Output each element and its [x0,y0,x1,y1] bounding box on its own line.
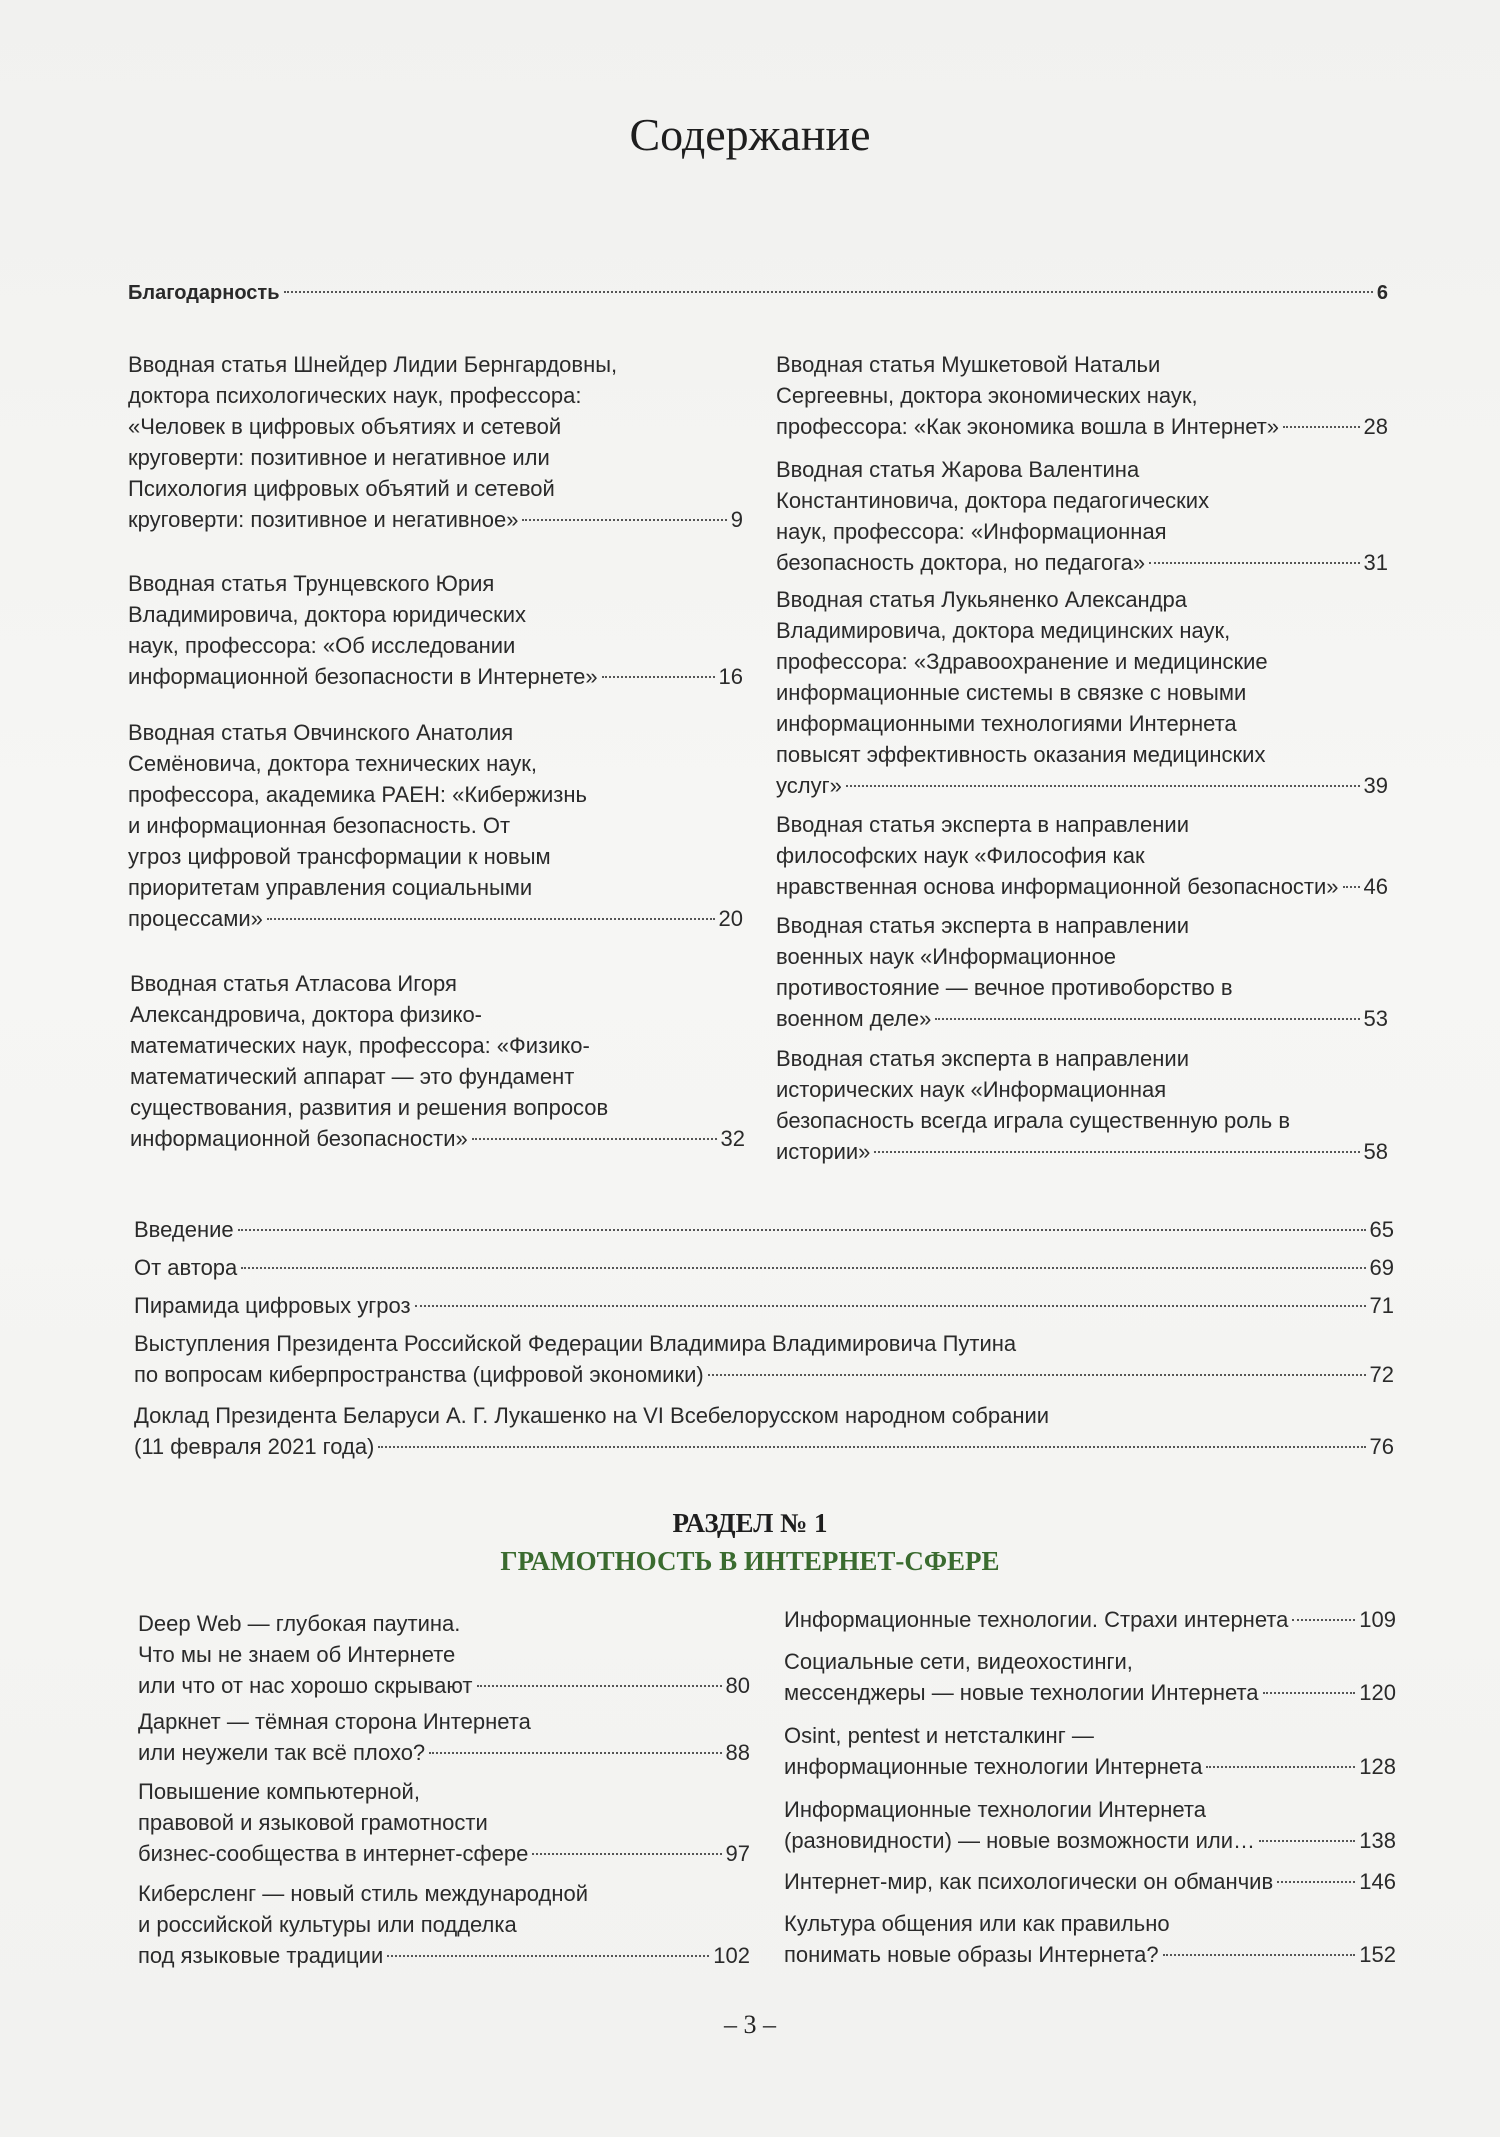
toc-entry-intro-lukyanenko[interactable] [776,584,1388,801]
toc-entry-intro-ovchinsky[interactable] [128,717,743,934]
toc-entry-line: Культура общения или как правильно [784,1911,1170,1936]
toc-entry-line: истории» [776,1139,871,1164]
toc-entry-intro-atlasov[interactable] [130,968,745,1154]
toc-entry-line: безопасность всегда играла существенную роль в [776,1108,1291,1133]
toc-entry-line: по вопросам киберпространства (цифровой экономики) [134,1362,704,1387]
toc-page-number: 88 [725,1740,750,1765]
toc-entry-lukashenko-report[interactable] [134,1400,1394,1462]
toc-entry-line: Вводная статья эксперта в направлении [776,812,1189,837]
toc-entry-line: Вводная статья Лукьяненко Александра [776,587,1188,612]
toc-entry-line: информационные системы в связке с новыми [776,680,1247,705]
toc-entry-line: Киберсленг — новый стиль международной [138,1881,589,1906]
toc-entry-line: (разновидности) — новые возможности или… [784,1828,1255,1853]
toc-entry-line: и информационная безопасность. От [128,813,511,838]
dot-leader [238,1229,1366,1231]
toc-entry-osint[interactable] [784,1720,1396,1782]
toc-entry-line: понимать новые образы Интернета? [784,1942,1159,1967]
toc-entry-line: Социальные сети, видеохостинги, [784,1649,1133,1674]
toc-page-number: 97 [725,1841,750,1866]
toc-entry-line: «Человек в цифровых объятиях и сетевой [128,414,562,439]
toc-entry-line: Благодарность [128,282,280,304]
toc-entry-line: Константиновича, доктора педагогических [776,488,1210,513]
toc-entry-it-varieties[interactable] [784,1794,1396,1856]
toc-entry-social-networks[interactable] [784,1646,1396,1708]
toc-page-number: 20 [718,906,743,931]
page-title: Содержание [629,109,871,160]
toc-entry-it-fears[interactable] [784,1604,1396,1635]
toc-page-number: 46 [1363,874,1388,899]
toc-entry-line: Deep Web — глубокая паутина. [138,1611,461,1636]
dot-leader [429,1752,721,1754]
toc-entry-line: От автора [134,1255,238,1280]
toc-entry-line: (11 февраля 2021 года) [134,1434,375,1459]
toc-entry-line: Вводная статья Атласова Игоря [130,971,457,996]
toc-entry-line: существования, развития и решения вопросов [130,1095,609,1120]
toc-entry-from-author[interactable] [134,1252,1394,1283]
toc-page-number: 39 [1363,773,1388,798]
toc-entry-line: Информационные технологии Интернета [784,1797,1206,1822]
toc-entry-introduction[interactable] [134,1214,1394,1245]
toc-entry-line: правовой и языковой грамотности [138,1810,488,1835]
dot-leader [241,1267,1365,1269]
dot-leader [1292,1619,1355,1621]
toc-page-number: 16 [718,664,743,689]
toc-entry-line: процессами» [128,906,263,931]
toc-page-number: 120 [1359,1680,1396,1705]
toc-entry-deep-web[interactable] [138,1608,750,1701]
section-title: ГРАМОТНОСТЬ В ИНТЕРНЕТ-СФЕРЕ [500,1546,1000,1576]
toc-entry-darknet[interactable] [138,1706,750,1768]
toc-page-number: 146 [1359,1869,1396,1894]
section-number: РАЗДЕЛ № 1 [672,1508,828,1538]
toc-entry-line: Пирамида цифровых угроз [134,1293,411,1318]
toc-entry-line: Семёновича, доктора технических наук, [128,751,537,776]
toc-entry-line: математический аппарат — это фундамент [130,1064,575,1089]
toc-page-number: 76 [1369,1434,1394,1459]
toc-page-number: 138 [1359,1828,1396,1853]
dot-leader [1259,1840,1355,1842]
dot-leader [477,1685,722,1687]
toc-entry-intro-mushketova[interactable] [776,349,1388,442]
toc-page-number: 6 [1376,282,1388,304]
toc-entry-literacy[interactable] [138,1776,750,1869]
toc-entry-intro-truntsevsky[interactable] [128,568,743,692]
toc-entry-line: военном деле» [776,1006,932,1031]
toc-page-number: 28 [1363,414,1388,439]
toc-entry-line: повысят эффективность оказания медицинских [776,742,1266,767]
toc-entry-line: наук, профессора: «Информационная [776,519,1167,544]
dot-leader [935,1018,1359,1020]
toc-entry-line: информационной безопасности» [130,1126,468,1151]
toc-entry-line: Даркнет — тёмная сторона Интернета [138,1709,531,1734]
dot-leader [1263,1692,1356,1694]
toc-entry-line: круговерти: позитивное и негативное» [128,507,519,532]
toc-entry-internet-world[interactable] [784,1866,1396,1897]
toc-entry-line: информационными технологиями Интернета [776,711,1237,736]
dot-leader [708,1374,1366,1376]
toc-entry-line: противостояние — вечное противоборство в [776,975,1233,1000]
dot-leader [387,1955,709,1957]
toc-entry-intro-philosophy[interactable] [776,809,1388,902]
toc-page-number: 69 [1369,1255,1394,1280]
toc-entry-line: профессора: «Как экономика вошла в Интернет» [776,414,1280,439]
dot-leader [602,676,715,678]
toc-entry-line: бизнес-сообщества в интернет-сфере [138,1841,529,1866]
dot-leader [284,291,1373,293]
toc-entry-line: мессенджеры — новые технологии Интернета [784,1680,1259,1705]
toc-entry-line: Вводная статья Жарова Валентина [776,457,1140,482]
toc-page-number: 102 [713,1943,750,1968]
toc-page-number: 152 [1359,1942,1396,1967]
toc-entry-line: угроз цифровой трансформации к новым [128,844,551,869]
toc-page-number: 58 [1363,1139,1388,1164]
toc-entry-line: философских наук «Философия как [776,843,1145,868]
toc-entry-line: Сергеевны, доктора экономических наук, [776,383,1198,408]
toc-entry-line: информационные технологии Интернета [784,1754,1203,1779]
toc-page-number: 71 [1369,1293,1394,1318]
toc-entry-cyberslang[interactable] [138,1878,750,1971]
dot-leader [522,519,726,521]
dot-leader [472,1138,717,1140]
toc-entry-line: военных наук «Информационное [776,944,1117,969]
toc-page-number: 128 [1359,1754,1396,1779]
toc-page-number: 65 [1369,1217,1394,1242]
toc-entry-line: Вводная статья эксперта в направлении [776,913,1189,938]
toc-entry-line: Вводная статья Шнейдер Лидии Бернгардовны, [128,352,618,377]
dot-leader [1149,562,1359,564]
toc-entry-line: Введение [134,1217,234,1242]
toc-entry-line: Интернет-мир, как психологически он обманчив [784,1869,1274,1894]
toc-entry-intro-zharov[interactable] [776,454,1388,578]
toc-page-number: 31 [1363,550,1388,575]
dot-leader [532,1853,721,1855]
toc-entry-line: Психология цифровых объятий и сетевой [128,476,555,501]
dot-leader [1343,886,1360,888]
toc-entry-line: Владимировича, доктора медицинских наук, [776,618,1231,643]
toc-entry-line: под языковые традиции [138,1943,384,1968]
toc-entry-line: математических наук, профессора: «Физико- [130,1033,590,1058]
toc-page-number: 72 [1369,1362,1394,1387]
dot-leader [1283,426,1359,428]
toc-entry-acknowledgements[interactable] [128,278,1388,309]
toc-entry-line: исторических наук «Информационная [776,1077,1167,1102]
toc-entry-line: Выступления Президента Российской Федерации Владимира Владимировича Путина [134,1331,1017,1356]
toc-entry-line: Вводная статья Овчинского Анатолия [128,720,514,745]
dot-leader [378,1446,1365,1448]
toc-entry-line: приоритетам управления социальными [128,875,533,900]
toc-page-number: 53 [1363,1006,1388,1031]
toc-entry-line: Вводная статья эксперта в направлении [776,1046,1189,1071]
toc-entry-intro-shneider[interactable] [128,349,743,535]
page-number: – 3 – [724,2010,776,2039]
toc-entry-intro-military[interactable] [776,910,1388,1034]
toc-entry-line: Александровича, доктора физико- [130,1002,482,1027]
toc-entry-line: Повышение компьютерной, [138,1779,420,1804]
toc-entry-intro-history[interactable] [776,1043,1388,1167]
toc-page-number: 80 [725,1673,750,1698]
toc-entry-line: Доклад Президента Беларуси А. Г. Лукашенко на VI Всебелорусском народном собрании [134,1403,1050,1428]
dot-leader [415,1305,1366,1307]
toc-entry-line: Владимировича, доктора юридических [128,602,527,627]
dot-leader [1277,1881,1355,1883]
dot-leader [1206,1766,1355,1768]
toc-entry-line: наук, профессора: «Об исследовании [128,633,516,658]
toc-entry-line: доктора психологических наук, профессора: [128,383,582,408]
toc-entry-line: Что мы не знаем об Интернете [138,1642,456,1667]
dot-leader [1163,1954,1356,1956]
toc-entry-line: нравственная основа информационной безопасности» [776,874,1339,899]
toc-entry-line: профессора, академика РАЕН: «Кибержизнь [128,782,587,807]
toc-entry-line: круговерти: позитивное и негативное или [128,445,550,470]
toc-entry-line: безопасность доктора, но педагога» [776,550,1146,575]
dot-leader [874,1151,1359,1153]
toc-entry-putin-speeches[interactable] [134,1328,1394,1390]
toc-entry-line: услуг» [776,773,842,798]
toc-entry-line: Вводная статья Трунцевского Юрия [128,571,495,596]
toc-entry-pyramid[interactable] [134,1290,1394,1321]
toc-entry-line: или что от нас хорошо скрывают [138,1673,473,1698]
toc-entry-line: Osint, pentest и нетсталкинг — [784,1723,1094,1748]
toc-page-number: 109 [1359,1607,1396,1632]
toc-entry-line: Информационные технологии. Страхи интернета [784,1607,1289,1632]
toc-entry-line: и российской культуры или подделка [138,1912,517,1937]
toc-entry-line: или неужели так всё плохо? [138,1740,426,1765]
toc-page-number: 9 [730,507,743,532]
toc-entry-communication[interactable] [784,1908,1396,1970]
toc-entry-line: профессора: «Здравоохранение и медицинские [776,649,1268,674]
dot-leader [846,785,1360,787]
toc-entry-line: информационной безопасности в Интернете» [128,664,598,689]
toc-page-number: 32 [720,1126,745,1151]
dot-leader [267,918,715,920]
toc-entry-line: Вводная статья Мушкетовой Натальи [776,352,1161,377]
